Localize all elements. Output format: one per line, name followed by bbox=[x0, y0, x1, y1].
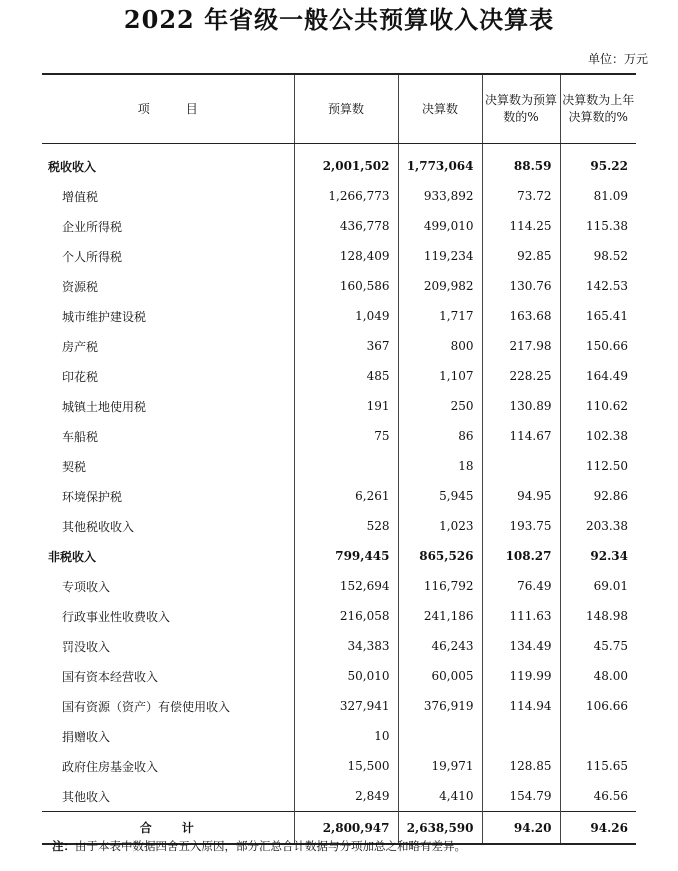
row-pct-prev: 102.38 bbox=[560, 421, 636, 451]
row-budget: 10 bbox=[294, 721, 398, 751]
row-pct-prev: 95.22 bbox=[560, 144, 636, 182]
budget-table bbox=[42, 73, 636, 845]
row-final: 5,945 bbox=[398, 481, 482, 511]
row-final: 933,892 bbox=[398, 181, 482, 211]
row-final: 865,526 bbox=[398, 541, 482, 571]
total-pct-prev: 94.26 bbox=[560, 812, 636, 845]
row-pct-budget: 92.85 bbox=[482, 241, 560, 271]
row-name: 国有资本经营收入 bbox=[62, 669, 159, 684]
table-row bbox=[42, 391, 636, 421]
row-pct-prev: 112.50 bbox=[560, 451, 636, 481]
header-budget: 预算数 bbox=[294, 74, 398, 144]
row-name: 车船税 bbox=[62, 429, 99, 444]
row-pct-prev: 81.09 bbox=[560, 181, 636, 211]
row-pct-prev: 98.52 bbox=[560, 241, 636, 271]
row-pct-budget: 130.89 bbox=[482, 391, 560, 421]
row-pct-prev: 106.66 bbox=[560, 691, 636, 721]
row-pct-budget: 88.59 bbox=[482, 144, 560, 182]
row-name: 政府住房基金收入 bbox=[62, 759, 159, 774]
row-name: 其他税收收入 bbox=[62, 519, 135, 534]
row-pct-prev: 115.38 bbox=[560, 211, 636, 241]
row-pct-budget: 114.67 bbox=[482, 421, 560, 451]
row-pct-budget bbox=[482, 721, 560, 751]
row-budget: 2,001,502 bbox=[294, 144, 398, 182]
row-budget: 152,694 bbox=[294, 571, 398, 601]
row-budget: 75 bbox=[294, 421, 398, 451]
row-pct-budget: 128.85 bbox=[482, 751, 560, 781]
row-pct-budget: 228.25 bbox=[482, 361, 560, 391]
row-budget: 191 bbox=[294, 391, 398, 421]
row-pct-budget: 76.49 bbox=[482, 571, 560, 601]
row-name: 增值税 bbox=[62, 189, 99, 204]
header-pct-budget: 决算数为预算数的% bbox=[482, 74, 560, 144]
row-name: 城镇土地使用税 bbox=[62, 399, 147, 414]
row-pct-budget: 114.25 bbox=[482, 211, 560, 241]
row-name: 环境保护税 bbox=[62, 489, 123, 504]
table-row bbox=[42, 631, 636, 661]
row-pct-budget: 94.95 bbox=[482, 481, 560, 511]
row-pct-budget: 163.68 bbox=[482, 301, 560, 331]
table-row bbox=[42, 781, 636, 812]
table-row bbox=[42, 601, 636, 631]
page-title: 2022 年省级一般公共预算收入决算表 bbox=[123, 5, 555, 34]
table-row bbox=[42, 451, 636, 481]
row-name: 印花税 bbox=[62, 369, 99, 384]
row-final: 209,982 bbox=[398, 271, 482, 301]
header-pct-prev: 决算数为上年决算数的% bbox=[560, 74, 636, 144]
row-pct-prev: 165.41 bbox=[560, 301, 636, 331]
row-name: 企业所得税 bbox=[62, 219, 123, 234]
row-final: 800 bbox=[398, 331, 482, 361]
row-pct-budget: 217.98 bbox=[482, 331, 560, 361]
row-pct-prev: 92.86 bbox=[560, 481, 636, 511]
row-budget: 6,261 bbox=[294, 481, 398, 511]
row-pct-prev: 203.38 bbox=[560, 511, 636, 541]
table-row bbox=[42, 421, 636, 451]
table-row bbox=[42, 331, 636, 361]
table-header-row bbox=[42, 74, 636, 144]
row-budget: 160,586 bbox=[294, 271, 398, 301]
table-row bbox=[42, 144, 636, 182]
row-name: 个人所得税 bbox=[62, 249, 123, 264]
row-pct-budget: 108.27 bbox=[482, 541, 560, 571]
header-final: 决算数 bbox=[398, 74, 482, 144]
row-budget: 436,778 bbox=[294, 211, 398, 241]
row-final: 18 bbox=[398, 451, 482, 481]
footnote bbox=[52, 838, 466, 854]
row-pct-prev: 48.00 bbox=[560, 661, 636, 691]
row-final: 119,234 bbox=[398, 241, 482, 271]
unit-label: 单位：万元 bbox=[587, 52, 648, 66]
row-final: 19,971 bbox=[398, 751, 482, 781]
table-row bbox=[42, 571, 636, 601]
total-final: 2,638,590 bbox=[398, 812, 482, 845]
row-pct-budget: 193.75 bbox=[482, 511, 560, 541]
row-name: 资源税 bbox=[62, 279, 99, 294]
table-row bbox=[42, 661, 636, 691]
row-final: 60,005 bbox=[398, 661, 482, 691]
row-budget: 799,445 bbox=[294, 541, 398, 571]
row-budget: 2,849 bbox=[294, 781, 398, 812]
table-row bbox=[42, 181, 636, 211]
table-row bbox=[42, 481, 636, 511]
table-row bbox=[42, 541, 636, 571]
total-pct-budget: 94.20 bbox=[482, 812, 560, 845]
row-pct-budget: 134.49 bbox=[482, 631, 560, 661]
table-row bbox=[42, 271, 636, 301]
row-name: 房产税 bbox=[62, 339, 99, 354]
row-budget: 34,383 bbox=[294, 631, 398, 661]
row-pct-budget bbox=[482, 451, 560, 481]
row-name: 捐赠收入 bbox=[62, 729, 111, 744]
row-pct-prev: 148.98 bbox=[560, 601, 636, 631]
row-final: 116,792 bbox=[398, 571, 482, 601]
row-name: 契税 bbox=[62, 459, 87, 474]
row-pct-budget: 130.76 bbox=[482, 271, 560, 301]
row-final: 376,919 bbox=[398, 691, 482, 721]
row-name: 城市维护建设税 bbox=[62, 309, 147, 324]
row-name: 国有资源（资产）有偿使用收入 bbox=[62, 699, 231, 714]
row-budget: 15,500 bbox=[294, 751, 398, 781]
table-row bbox=[42, 361, 636, 391]
row-pct-prev: 110.62 bbox=[560, 391, 636, 421]
row-pct-prev bbox=[560, 721, 636, 751]
row-budget: 1,266,773 bbox=[294, 181, 398, 211]
row-pct-budget: 111.63 bbox=[482, 601, 560, 631]
row-pct-prev: 150.66 bbox=[560, 331, 636, 361]
row-budget: 485 bbox=[294, 361, 398, 391]
table-row bbox=[42, 691, 636, 721]
row-budget: 367 bbox=[294, 331, 398, 361]
row-final bbox=[398, 721, 482, 751]
row-pct-budget: 114.94 bbox=[482, 691, 560, 721]
row-final: 1,773,064 bbox=[398, 144, 482, 182]
row-pct-budget: 154.79 bbox=[482, 781, 560, 812]
row-pct-prev: 115.65 bbox=[560, 751, 636, 781]
row-name: 税收收入 bbox=[48, 159, 97, 174]
row-pct-budget: 119.99 bbox=[482, 661, 560, 691]
row-final: 86 bbox=[398, 421, 482, 451]
row-pct-prev: 142.53 bbox=[560, 271, 636, 301]
row-name: 行政事业性收费收入 bbox=[62, 609, 171, 624]
row-final: 1,717 bbox=[398, 301, 482, 331]
row-budget: 528 bbox=[294, 511, 398, 541]
row-name: 非税收入 bbox=[48, 549, 97, 564]
table-row bbox=[42, 721, 636, 751]
row-name: 专项收入 bbox=[62, 579, 111, 594]
note-text: 由于本表中数据四舍五入原因，部分汇总合计数据与分项加总之和略有差异。 bbox=[75, 839, 466, 853]
table-row bbox=[42, 211, 636, 241]
table-row bbox=[42, 511, 636, 541]
row-final: 1,023 bbox=[398, 511, 482, 541]
row-budget: 50,010 bbox=[294, 661, 398, 691]
row-pct-prev: 69.01 bbox=[560, 571, 636, 601]
row-pct-prev: 92.34 bbox=[560, 541, 636, 571]
row-final: 250 bbox=[398, 391, 482, 421]
total-label: 合 计 bbox=[42, 812, 294, 845]
row-pct-prev: 45.75 bbox=[560, 631, 636, 661]
row-budget: 327,941 bbox=[294, 691, 398, 721]
row-budget bbox=[294, 451, 398, 481]
row-final: 1,107 bbox=[398, 361, 482, 391]
row-final: 499,010 bbox=[398, 211, 482, 241]
row-final: 46,243 bbox=[398, 631, 482, 661]
total-budget: 2,800,947 bbox=[294, 812, 398, 845]
table-row bbox=[42, 241, 636, 271]
row-final: 241,186 bbox=[398, 601, 482, 631]
row-pct-prev: 46.56 bbox=[560, 781, 636, 812]
row-pct-prev: 164.49 bbox=[560, 361, 636, 391]
row-final: 4,410 bbox=[398, 781, 482, 812]
row-budget: 128,409 bbox=[294, 241, 398, 271]
row-name: 罚没收入 bbox=[62, 639, 111, 654]
header-item: 项 目 bbox=[42, 74, 294, 144]
note-label: 注： bbox=[52, 839, 75, 853]
row-budget: 1,049 bbox=[294, 301, 398, 331]
row-pct-budget: 73.72 bbox=[482, 181, 560, 211]
row-budget: 216,058 bbox=[294, 601, 398, 631]
row-name: 其他收入 bbox=[62, 789, 111, 804]
table-row bbox=[42, 301, 636, 331]
table-row bbox=[42, 751, 636, 781]
